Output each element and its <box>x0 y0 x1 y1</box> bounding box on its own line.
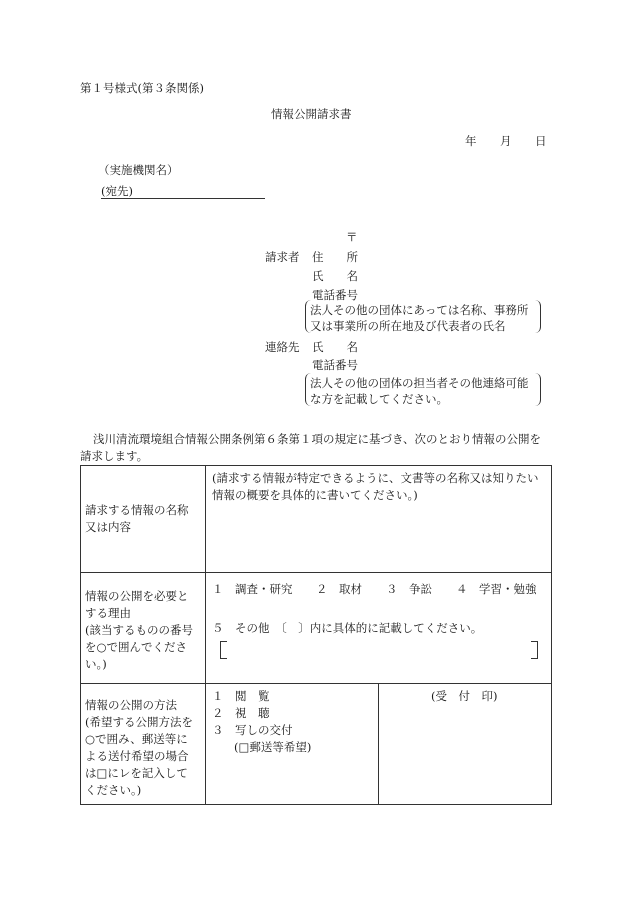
date-day: 日 <box>535 134 547 148</box>
reason-label-line5: い。) <box>85 657 107 671</box>
info-name-hint-line2: 情報の概要を具体的に書いてください。) <box>212 488 418 502</box>
reason-label-line2: する理由 <box>85 606 131 620</box>
method-label-line6: ください。) <box>85 783 142 797</box>
form-number: 第１号様式(第３条関係) <box>80 81 204 95</box>
reception-stamp-label: (受 付 印) <box>431 689 498 703</box>
reason-option-study[interactable]: ４ 学習・勉強 <box>456 582 537 596</box>
reason-option-coverage[interactable]: ２ 取材 <box>316 582 362 596</box>
contact-name-label: 氏 名 <box>312 340 358 354</box>
request-table <box>80 465 552 805</box>
contact-note-line1: 法人その他の団体の担当者その他連絡可能 <box>310 376 529 390</box>
reason-label-cell <box>81 573 206 684</box>
info-name-label-cell <box>81 466 206 573</box>
info-name-label-line2: 又は内容 <box>85 520 131 534</box>
recipient-address-label: (宛先) <box>101 184 133 198</box>
contact-note-line2: な方を記載してください。 <box>310 392 448 406</box>
reason-option-other[interactable]: ５ その他 〔 〕内に具体的に記載してください。 <box>212 621 483 635</box>
mail-request-checkbox[interactable]: (□郵送等希望) <box>234 740 312 754</box>
recipient-underline <box>101 198 265 199</box>
date-year: 年 <box>465 134 477 148</box>
reason-option-dispute[interactable]: ３ 争訟 <box>386 582 432 596</box>
reception-stamp-cell <box>379 684 552 805</box>
method-option-listen[interactable]: ２ 視 聴 <box>212 706 270 720</box>
method-label-cell <box>81 684 206 805</box>
requester-label: 請求者 <box>265 250 300 264</box>
corp-note-line2: 又は事業所の所在地及び代表者の氏名 <box>310 319 506 333</box>
info-name-hint-line1: (請求する情報が特定できるように、文書等の名称又は知りたい <box>212 471 539 485</box>
method-options-cell <box>206 684 379 805</box>
requester-phone-label: 電話番号 <box>312 288 358 302</box>
method-option-view[interactable]: １ 閲 覧 <box>212 689 270 703</box>
table-row-info-name <box>81 466 552 573</box>
method-label-line2: (希望する公開方法を <box>85 715 193 729</box>
date-month: 月 <box>500 134 512 148</box>
info-name-label-line1: 請求する情報の名称 <box>85 503 189 517</box>
method-label-line1: 情報の公開の方法 <box>85 698 177 712</box>
info-name-input-cell[interactable] <box>206 466 552 573</box>
reason-options-cell <box>206 573 552 684</box>
requester-address-label: 住 所 <box>312 250 358 264</box>
table-row-reason <box>81 573 552 684</box>
postal-mark: 〒 <box>346 230 358 244</box>
recipient-org-label: （実施機関名） <box>98 163 179 177</box>
reason-option-research[interactable]: １ 調査・研究 <box>212 582 293 596</box>
contact-phone-label: 電話番号 <box>312 358 358 372</box>
method-option-copy[interactable]: ３ 写しの交付 <box>212 723 293 737</box>
other-bracket-left <box>220 641 227 659</box>
reason-label-line4: を○で囲んでくださ <box>85 640 188 654</box>
contact-label: 連絡先 <box>265 340 300 354</box>
corp-note-line1: 法人その他の団体にあっては名称、事務所 <box>310 303 529 317</box>
method-label-line4: よる送付希望の場合 <box>85 749 189 763</box>
requester-name-label: 氏 名 <box>312 269 358 283</box>
method-label-line3: ○で囲み、郵送等に <box>85 732 188 746</box>
table-row-method <box>81 684 552 805</box>
page-title: 情報公開請求書 <box>271 107 352 121</box>
intro-line1: 浅川清流環境組合情報公開条例第６条第１項の規定に基づき、次のとおり情報の公開を <box>93 432 542 446</box>
reason-label-line1: 情報の公開を必要と <box>85 589 189 603</box>
reason-label-line3: (該当するものの番号 <box>85 623 193 637</box>
other-bracket-right <box>531 641 538 659</box>
method-label-line5: は□にレを記入して <box>85 766 188 780</box>
intro-line2: 請求します。 <box>80 449 149 463</box>
